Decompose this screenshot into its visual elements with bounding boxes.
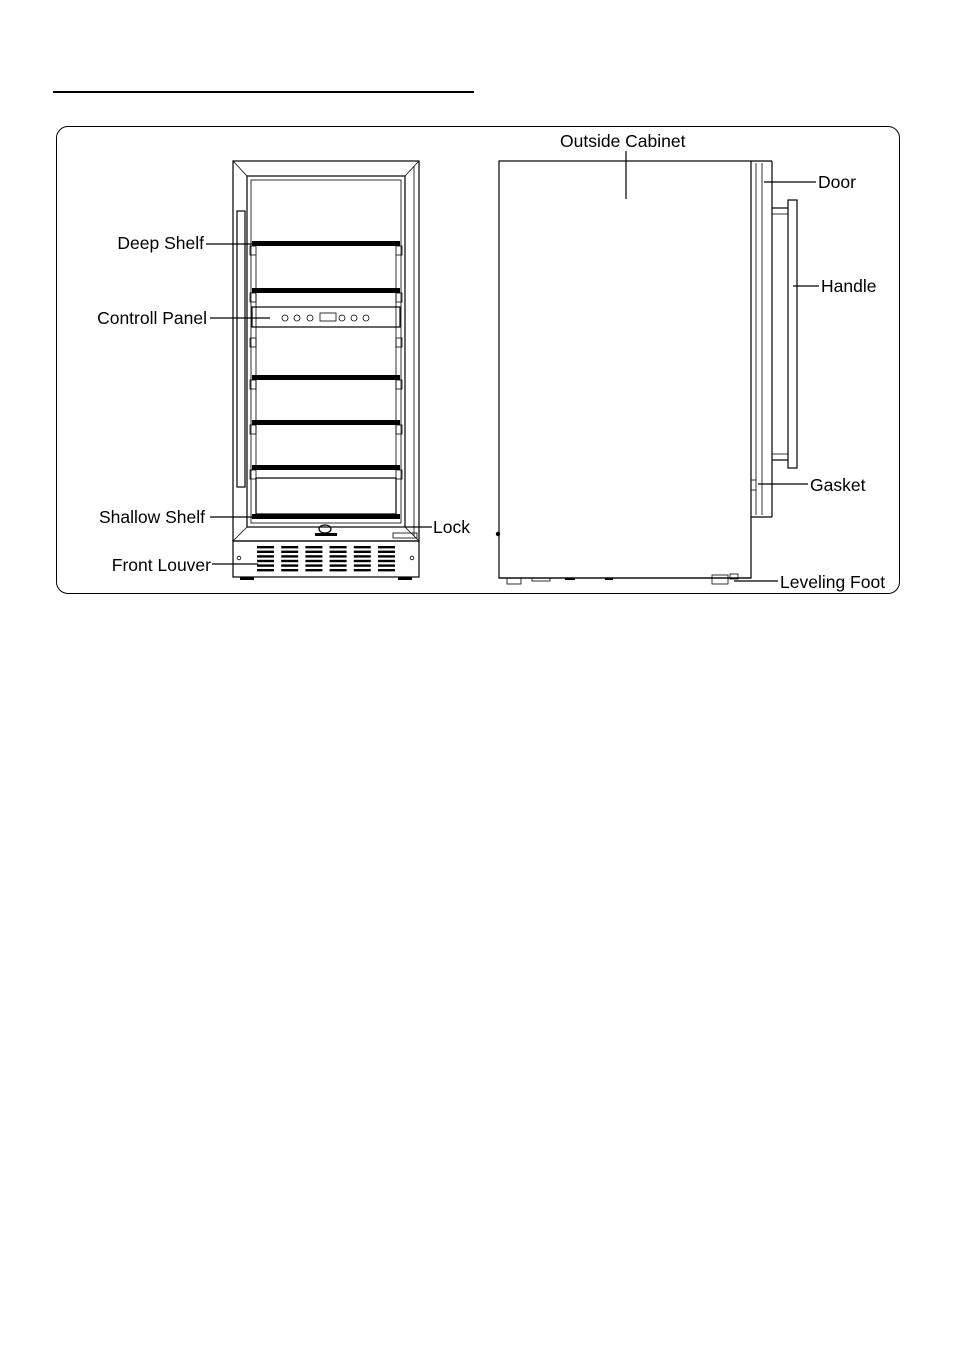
- louver-slat: [354, 560, 371, 562]
- front-view: [233, 161, 419, 580]
- louver-slat: [257, 546, 274, 548]
- louver-slat: [305, 555, 322, 557]
- louver-slat: [330, 551, 347, 553]
- label-gasket: Gasket: [810, 475, 866, 495]
- label-lock: Lock: [433, 517, 470, 537]
- louver-slat: [257, 551, 274, 553]
- front-handle: [237, 211, 245, 487]
- louver-slat: [378, 564, 395, 566]
- louver-slat: [305, 564, 322, 566]
- louver-slat: [257, 569, 274, 571]
- side-cabinet-body: [499, 161, 751, 578]
- lock-icon: [319, 525, 331, 533]
- louver-slat: [281, 555, 298, 557]
- side-handle: [788, 200, 797, 468]
- louver-slat: [257, 564, 274, 566]
- louver-slat: [354, 546, 371, 548]
- label-deep-shelf: Deep Shelf: [117, 233, 204, 253]
- louver-slat: [281, 569, 298, 571]
- louver-slat: [257, 555, 274, 557]
- louver-slat: [330, 555, 347, 557]
- label-front-louver: Front Louver: [111, 555, 211, 575]
- louver-slat: [281, 551, 298, 553]
- label-handle: Handle: [821, 276, 877, 296]
- louver-slat: [281, 546, 298, 548]
- side-view: [496, 161, 797, 584]
- louver-vents: [257, 546, 395, 571]
- louver-slat: [305, 560, 322, 562]
- louver-slat: [257, 560, 274, 562]
- louver-slat: [281, 564, 298, 566]
- louver-slat: [354, 564, 371, 566]
- label-control-panel: Controll Panel: [97, 308, 207, 328]
- control-panel: [252, 307, 400, 327]
- label-shallow-shelf: Shallow Shelf: [98, 507, 205, 527]
- label-outside-cabinet: Outside Cabinet: [560, 131, 686, 151]
- louver-slat: [354, 569, 371, 571]
- louver-slat: [378, 569, 395, 571]
- louver-slat: [330, 560, 347, 562]
- louver-slat: [305, 569, 322, 571]
- louver-slat: [378, 546, 395, 548]
- shelf-rails: [250, 241, 402, 479]
- louver-slat: [330, 569, 347, 571]
- label-door: Door: [818, 172, 856, 192]
- louver-slat: [305, 551, 322, 553]
- louver-slat: [281, 560, 298, 562]
- front-glass-frame: [247, 176, 405, 527]
- leveling-foot-shape: [712, 575, 728, 584]
- louver-slat: [330, 546, 347, 548]
- label-leveling-foot: Leveling Foot: [780, 572, 886, 592]
- front-door-frame: [233, 161, 419, 541]
- louver-slat: [378, 560, 395, 562]
- louver-slat: [354, 551, 371, 553]
- louver-slat: [305, 546, 322, 548]
- shallow-shelf-drawer: [256, 478, 396, 514]
- louver-slat: [378, 551, 395, 553]
- louver-slat: [330, 564, 347, 566]
- louver-slat: [354, 555, 371, 557]
- louver-slat: [378, 555, 395, 557]
